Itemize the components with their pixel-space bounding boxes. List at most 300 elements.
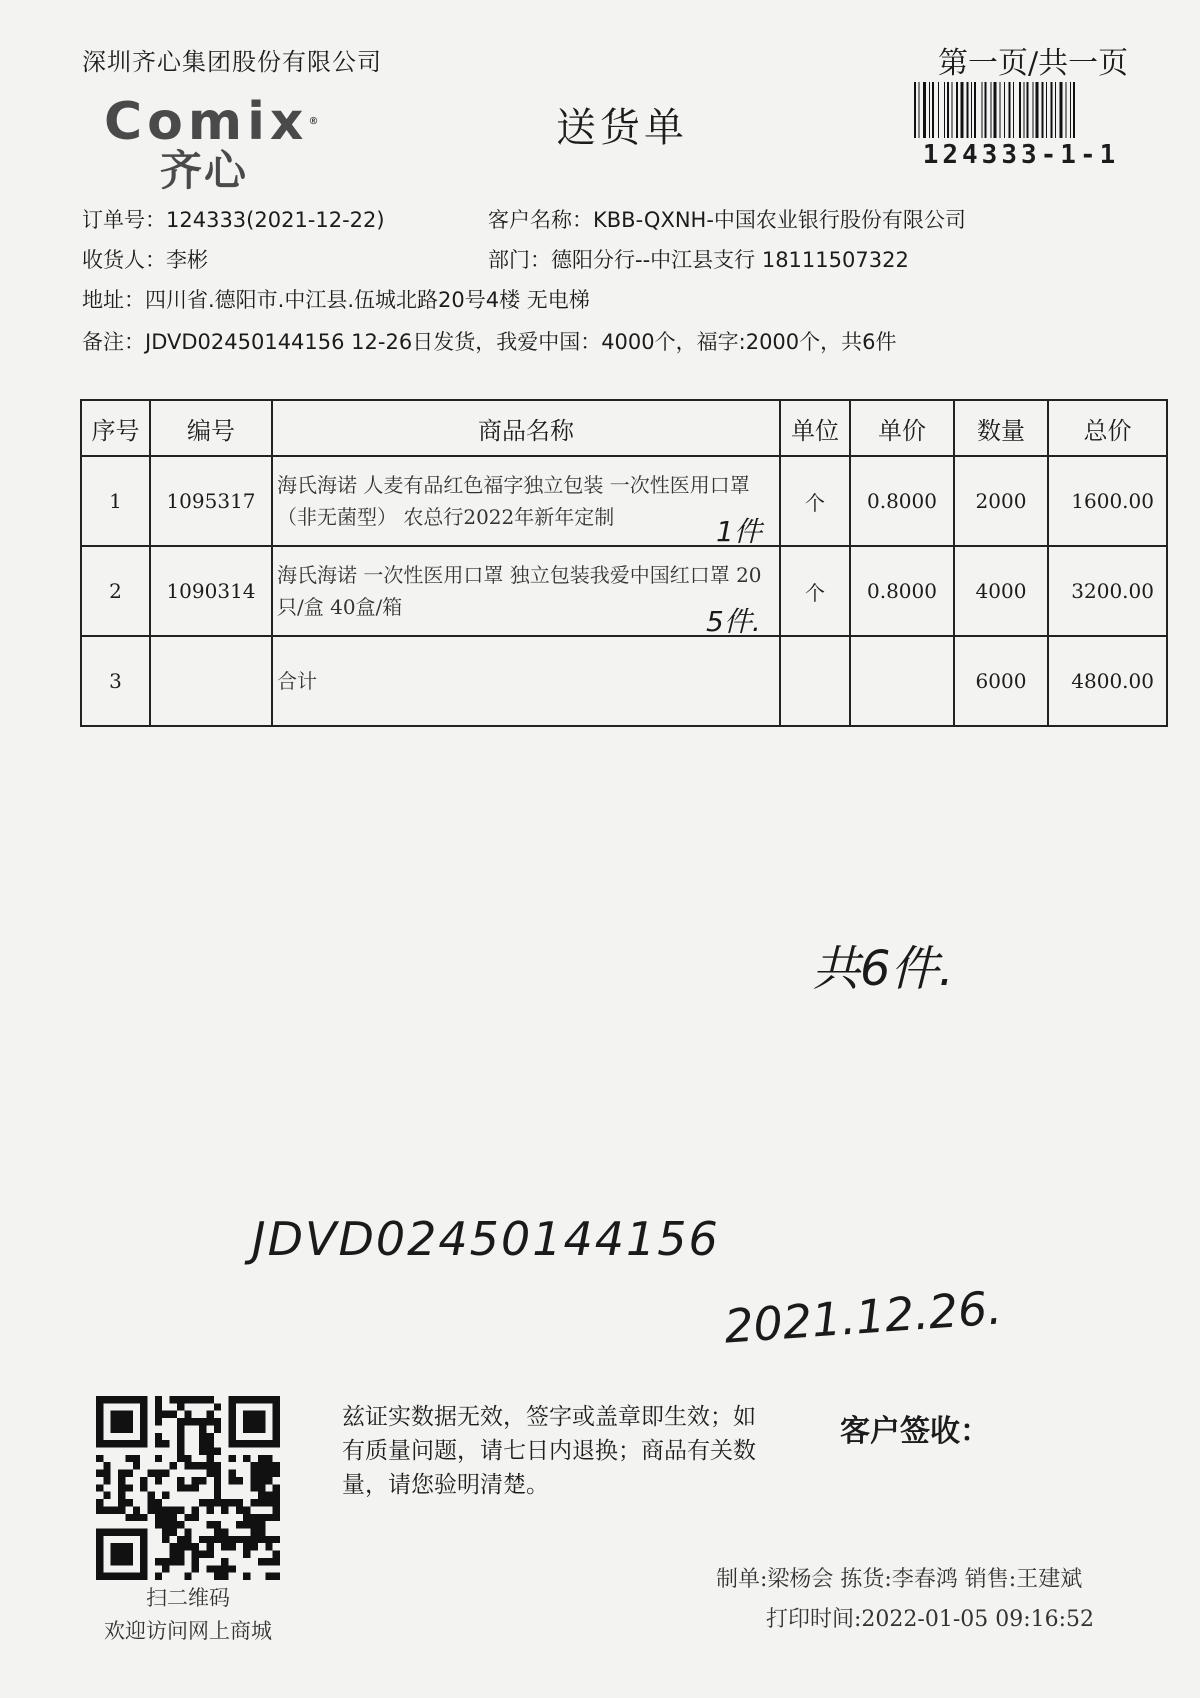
qr-module xyxy=(199,1477,206,1484)
qr-module xyxy=(96,1484,103,1491)
qr-module xyxy=(258,1536,265,1543)
receiver: 收货人：李彬 xyxy=(82,248,208,272)
header-unit: 单位 xyxy=(780,400,850,456)
qr-module xyxy=(228,1536,235,1543)
cell-code: 1090314 xyxy=(150,546,272,636)
qr-module xyxy=(214,1418,221,1425)
cell-name: 海氏海诺 人麦有品红色福字独立包装 一次性医用口罩（非无菌型） 农总行2022年新年定制 xyxy=(272,456,780,546)
qr-module xyxy=(251,1543,258,1550)
qr-module xyxy=(192,1558,199,1565)
qr-module xyxy=(170,1528,177,1535)
qr-module xyxy=(133,1462,140,1469)
qr-module xyxy=(221,1543,228,1550)
qr-module xyxy=(170,1558,177,1565)
table-row xyxy=(81,636,1167,726)
barcode-bar xyxy=(1042,82,1044,138)
qr-module xyxy=(214,1484,221,1491)
qr-module xyxy=(184,1528,191,1535)
qr-module xyxy=(177,1448,184,1455)
qr-module xyxy=(251,1462,258,1469)
qr-module xyxy=(258,1521,265,1528)
qr-module xyxy=(155,1506,162,1513)
qr-module xyxy=(184,1543,191,1550)
barcode-bar xyxy=(971,82,972,138)
header-total: 总价 xyxy=(1048,400,1167,456)
qr-module xyxy=(199,1448,206,1455)
qr-module xyxy=(177,1521,184,1528)
barcode-bar xyxy=(1060,82,1063,138)
remark: 备注：JDVD02450144156 12-26日发货，我爱中国：4000个，福字:2000个，共6件 xyxy=(82,330,897,354)
qr-module xyxy=(162,1470,169,1477)
qr-module xyxy=(184,1573,191,1580)
qr-module xyxy=(206,1448,213,1455)
cell-qty: 2000 xyxy=(954,456,1048,546)
qr-module xyxy=(273,1506,280,1513)
customer-sign-label: 客户签收： xyxy=(840,1414,990,1449)
qr-module xyxy=(184,1455,191,1462)
qr-module xyxy=(162,1506,169,1513)
notice-text: 兹证实数据无效，签字或盖章即生效；如有质量问题，请七日内退换；商品有关数量，请您验明清楚。 xyxy=(342,1404,756,1498)
barcode-bar xyxy=(967,82,969,138)
qr-module xyxy=(118,1499,125,1506)
barcode-bar xyxy=(1051,82,1053,138)
barcode-bar xyxy=(1019,82,1021,138)
qr-module xyxy=(273,1536,280,1543)
qr-module xyxy=(221,1565,228,1572)
qr-module xyxy=(177,1455,184,1462)
qr-module xyxy=(96,1470,103,1477)
barcode-bar xyxy=(938,82,939,138)
cell-unit: 个 xyxy=(780,546,850,636)
qr-module xyxy=(199,1462,206,1469)
qr-module xyxy=(155,1403,162,1410)
barcode-bar xyxy=(1066,82,1067,138)
qr-module xyxy=(236,1521,243,1528)
qr-module xyxy=(214,1565,221,1572)
qr-module xyxy=(273,1551,280,1558)
company-logo xyxy=(104,92,344,196)
qr-module xyxy=(251,1477,258,1484)
qr-module xyxy=(148,1492,155,1499)
qr-module xyxy=(140,1528,147,1580)
qr-module xyxy=(133,1455,140,1462)
qr-module xyxy=(243,1411,265,1433)
qr-module xyxy=(199,1499,206,1506)
qr-module xyxy=(206,1440,213,1447)
qr-module xyxy=(192,1506,199,1513)
barcode-bar xyxy=(974,82,976,138)
qr-module xyxy=(265,1499,272,1506)
qr-module xyxy=(103,1477,110,1484)
logo-cn: 齐心 xyxy=(160,146,249,195)
qr-module xyxy=(273,1484,280,1491)
qr-module xyxy=(199,1536,206,1543)
staff-line: 制单:梁杨会 拣货:李春鸿 销售:王建斌 xyxy=(716,1567,1083,1592)
barcode-bar xyxy=(919,82,920,138)
qr-module xyxy=(199,1418,206,1425)
qr-module xyxy=(265,1536,272,1543)
qr-module xyxy=(243,1521,250,1528)
qr-module xyxy=(206,1418,213,1425)
cell-price: 0.8000 xyxy=(850,456,954,546)
qr-module xyxy=(155,1418,162,1425)
qr-module xyxy=(214,1528,221,1535)
qr-module xyxy=(192,1462,199,1469)
cell-total: 3200.00 xyxy=(1048,546,1167,636)
qr-module xyxy=(236,1536,243,1543)
qr-module xyxy=(125,1470,132,1477)
qr-module xyxy=(206,1433,213,1440)
qr-module xyxy=(273,1558,280,1565)
qr-module xyxy=(125,1455,132,1462)
qr-module xyxy=(184,1536,191,1543)
qr-module xyxy=(177,1440,184,1447)
company-name: 深圳齐心集团股份有限公司 xyxy=(82,48,382,76)
qr-module xyxy=(140,1477,147,1484)
qr-module xyxy=(228,1440,280,1447)
qr-module xyxy=(177,1477,184,1484)
barcode-bar xyxy=(1055,82,1056,138)
qr-module xyxy=(170,1551,177,1558)
barcode-bar xyxy=(914,82,916,138)
header-seq: 序号 xyxy=(81,400,150,456)
cell-seq: 3 xyxy=(81,636,150,726)
qr-module xyxy=(192,1543,199,1550)
cell-price: 0.8000 xyxy=(850,546,954,636)
qr-module xyxy=(273,1462,280,1469)
qr-module xyxy=(155,1433,162,1440)
barcode-bar xyxy=(947,82,949,138)
cell-total: 4800.00 xyxy=(1048,636,1167,726)
qr-module xyxy=(155,1558,162,1565)
qr-module xyxy=(177,1403,184,1410)
qr-module xyxy=(155,1470,162,1477)
qr-module xyxy=(251,1521,258,1528)
logo-en: Comix® xyxy=(104,92,319,152)
cell-unit xyxy=(780,636,850,726)
qr-module xyxy=(214,1470,221,1477)
qr-module xyxy=(192,1514,199,1521)
qr-module xyxy=(103,1506,110,1513)
qr-module xyxy=(273,1573,280,1580)
qr-module xyxy=(118,1470,125,1477)
qr-module xyxy=(184,1396,191,1403)
cell-qty: 6000 xyxy=(954,636,1048,726)
qr-module xyxy=(162,1411,169,1418)
qr-module xyxy=(170,1411,177,1418)
qr-module xyxy=(177,1536,184,1543)
qr-module xyxy=(236,1477,243,1484)
qr-module xyxy=(206,1521,213,1528)
order-number: 订单号：124333(2021-12-22) xyxy=(82,208,385,232)
qr-module xyxy=(177,1433,184,1440)
qr-module xyxy=(162,1492,169,1499)
qr-module xyxy=(184,1418,191,1425)
qr-module xyxy=(243,1543,250,1550)
qr-module xyxy=(265,1543,272,1550)
qr-module xyxy=(125,1484,132,1491)
qr-module xyxy=(177,1506,184,1513)
qr-module xyxy=(177,1543,184,1550)
qr-module xyxy=(111,1411,133,1433)
cell-name: 合计 xyxy=(272,636,780,726)
qr-module xyxy=(170,1514,177,1521)
qr-module xyxy=(155,1477,162,1484)
table-header-row xyxy=(81,400,1167,456)
qr-module xyxy=(140,1396,147,1448)
qr-module xyxy=(258,1477,265,1484)
barcode-bar xyxy=(985,82,987,138)
qr-module xyxy=(214,1499,221,1506)
qr-module xyxy=(199,1425,206,1432)
qr-module xyxy=(221,1528,228,1535)
barcode-bar xyxy=(1046,82,1047,138)
qr-module xyxy=(273,1396,280,1448)
barcode-bar xyxy=(994,82,997,138)
print-time: 打印时间:2022-01-05 09:16:52 xyxy=(766,1607,1095,1632)
qr-module xyxy=(251,1536,258,1543)
qr-module xyxy=(206,1536,213,1543)
qr-module xyxy=(133,1514,140,1521)
cell-total: 1600.00 xyxy=(1048,456,1167,546)
barcode-bar xyxy=(1000,82,1001,138)
qr-module xyxy=(228,1499,235,1506)
qr-module xyxy=(265,1492,272,1499)
qr-module xyxy=(103,1492,110,1499)
qr-module xyxy=(251,1499,258,1506)
table-row xyxy=(81,546,1167,636)
barcode-bar xyxy=(961,82,964,138)
qr-module xyxy=(258,1528,265,1535)
qr-module xyxy=(96,1440,148,1447)
barcode-bar xyxy=(1033,82,1034,138)
qr-module xyxy=(265,1477,272,1484)
qr-module xyxy=(265,1558,272,1565)
barcode-bar xyxy=(944,82,945,138)
qr-module xyxy=(206,1565,213,1572)
qr-module xyxy=(214,1492,221,1499)
cell-unit: 个 xyxy=(780,456,850,546)
qr-module xyxy=(206,1499,213,1506)
department: 部门：德阳分行--中江县支行 18111507322 xyxy=(488,248,909,272)
handwritten-date: 2021.12.26. xyxy=(722,1280,1004,1354)
qr-module xyxy=(206,1506,213,1513)
qr-module xyxy=(192,1484,199,1491)
qr-module xyxy=(155,1455,162,1462)
barcode-bar xyxy=(929,82,930,138)
qr-module xyxy=(258,1470,265,1477)
qr-module xyxy=(177,1558,184,1565)
qr-module xyxy=(265,1573,272,1580)
barcode-bar xyxy=(1036,82,1039,138)
qr-module xyxy=(96,1455,103,1462)
qr-module xyxy=(199,1440,206,1447)
qr-module xyxy=(251,1514,258,1521)
qr-module xyxy=(221,1573,228,1580)
qr-module xyxy=(243,1536,250,1543)
qr-module xyxy=(103,1470,110,1477)
qr-module xyxy=(148,1470,155,1477)
qr-module xyxy=(258,1484,265,1491)
qr-module xyxy=(155,1440,162,1447)
qr-module xyxy=(236,1506,243,1513)
barcode-bar xyxy=(1027,82,1029,138)
qr-module xyxy=(243,1573,250,1580)
qr-module xyxy=(96,1573,148,1580)
qr-module xyxy=(214,1477,221,1484)
cell-name: 海氏海诺 一次性医用口罩 独立包装我爱中国红口罩 20只/盒 40盒/箱 xyxy=(272,546,780,636)
qr-module xyxy=(258,1514,265,1521)
qr-module xyxy=(214,1425,221,1432)
qr-module xyxy=(258,1462,265,1469)
qr-module xyxy=(148,1499,155,1506)
qr-module xyxy=(192,1551,199,1558)
qr-module xyxy=(155,1499,162,1506)
qr-module xyxy=(155,1573,162,1580)
qr-module xyxy=(96,1528,148,1535)
qr-module xyxy=(148,1506,155,1513)
qr-module xyxy=(192,1396,199,1403)
qr-module xyxy=(214,1521,221,1528)
cell-code: 1095317 xyxy=(150,456,272,546)
barcode-bar xyxy=(956,82,958,138)
qr-module xyxy=(214,1462,221,1469)
qr-module xyxy=(140,1484,147,1491)
qr-module xyxy=(162,1528,169,1535)
qr-module xyxy=(199,1551,206,1558)
qr-module xyxy=(177,1396,184,1403)
handwritten-count: 共6件. xyxy=(812,941,954,997)
qr-module xyxy=(236,1499,243,1506)
page-indicator: 第一页/共一页 xyxy=(938,46,1129,81)
qr-module xyxy=(170,1506,177,1513)
qr-module xyxy=(206,1462,213,1469)
qr-module xyxy=(184,1462,191,1469)
qr-module xyxy=(199,1433,206,1440)
table-row xyxy=(81,456,1167,546)
qr-module xyxy=(103,1462,110,1469)
qr-module xyxy=(251,1528,258,1535)
qr-module xyxy=(265,1514,272,1521)
qr-module xyxy=(184,1514,191,1521)
qr-module xyxy=(177,1551,184,1558)
cell-seq: 2 xyxy=(81,546,150,636)
qr-module xyxy=(96,1506,103,1513)
barcode-bar xyxy=(923,82,926,138)
qr-module xyxy=(221,1499,228,1506)
qr-module xyxy=(265,1470,272,1477)
qr-module xyxy=(273,1492,280,1499)
qr-module xyxy=(273,1499,280,1506)
cell-qty: 4000 xyxy=(954,546,1048,636)
qr-module xyxy=(162,1514,169,1521)
qr-module xyxy=(228,1396,280,1403)
qr-module xyxy=(170,1462,177,1469)
qr-module xyxy=(214,1403,221,1410)
qr-module xyxy=(243,1455,250,1462)
qr-module xyxy=(155,1396,162,1403)
qr-module xyxy=(177,1425,184,1432)
qr-module xyxy=(228,1565,235,1572)
qr-module xyxy=(177,1418,184,1425)
barcode-bar xyxy=(1013,82,1014,138)
address: 地址：四川省.德阳市.中江县.伍城北路20号4楼 无电梯 xyxy=(82,288,590,312)
qr-module xyxy=(199,1396,206,1403)
qr-module xyxy=(258,1558,265,1565)
qr-module xyxy=(96,1528,103,1580)
header-name: 商品名称 xyxy=(272,400,780,456)
qr-module xyxy=(243,1551,250,1558)
qr-module xyxy=(133,1506,140,1513)
qr-module xyxy=(206,1470,213,1477)
qr-module xyxy=(221,1558,228,1565)
qr-module xyxy=(162,1440,169,1447)
qr-module xyxy=(170,1396,177,1403)
qr-module xyxy=(206,1543,213,1550)
qr-module xyxy=(228,1396,235,1448)
qr-module xyxy=(206,1551,213,1558)
qr-module xyxy=(258,1455,265,1462)
qr-module xyxy=(214,1573,221,1580)
qr-module xyxy=(162,1521,169,1528)
qr-module xyxy=(192,1565,199,1572)
header-code: 编号 xyxy=(150,400,272,456)
header-price: 单价 xyxy=(850,400,954,456)
qr-module xyxy=(125,1499,132,1506)
qr-module xyxy=(162,1536,169,1543)
qr-module xyxy=(155,1514,162,1521)
qr-module xyxy=(155,1521,162,1528)
qr-module xyxy=(162,1565,169,1572)
qr-module xyxy=(111,1506,118,1513)
qr-module xyxy=(258,1499,265,1506)
qr-module xyxy=(111,1543,133,1565)
header-qty: 数量 xyxy=(954,400,1048,456)
qr-caption: 扫二维码 欢迎访问网上商城 xyxy=(104,1586,272,1643)
barcode-bar xyxy=(991,82,992,138)
barcode-bar xyxy=(932,82,934,138)
qr-module xyxy=(206,1396,213,1403)
handwritten-row1-note: 1件 xyxy=(716,515,762,548)
qr-module xyxy=(251,1470,258,1477)
qr-module xyxy=(118,1506,125,1513)
handwritten-row2-note: 5件. xyxy=(706,605,761,638)
barcode-number: 124333-1-1 xyxy=(922,140,1120,170)
qr-module xyxy=(118,1492,125,1499)
qr-module xyxy=(162,1558,169,1565)
barcode-bar xyxy=(1073,82,1075,138)
qr-module xyxy=(206,1455,213,1462)
customer-name: 客户名称：KBB-QXNH-中国农业银行股份有限公司 xyxy=(488,208,966,232)
cell-seq: 1 xyxy=(81,456,150,546)
barcode-bar xyxy=(1004,82,1005,138)
qr-module xyxy=(170,1543,177,1550)
barcode-bar xyxy=(1009,82,1011,138)
qr-module xyxy=(192,1477,199,1484)
qr-module xyxy=(192,1418,199,1425)
qr-module xyxy=(258,1492,265,1499)
qr-module xyxy=(140,1514,147,1521)
qr-code xyxy=(96,1396,280,1580)
qr-module xyxy=(170,1521,177,1528)
qr-module xyxy=(184,1484,191,1491)
qr-module xyxy=(221,1506,228,1513)
qr-module xyxy=(184,1411,191,1418)
qr-module xyxy=(228,1470,235,1477)
qr-module xyxy=(96,1396,148,1403)
qr-module xyxy=(228,1455,235,1462)
qr-module xyxy=(206,1411,213,1418)
